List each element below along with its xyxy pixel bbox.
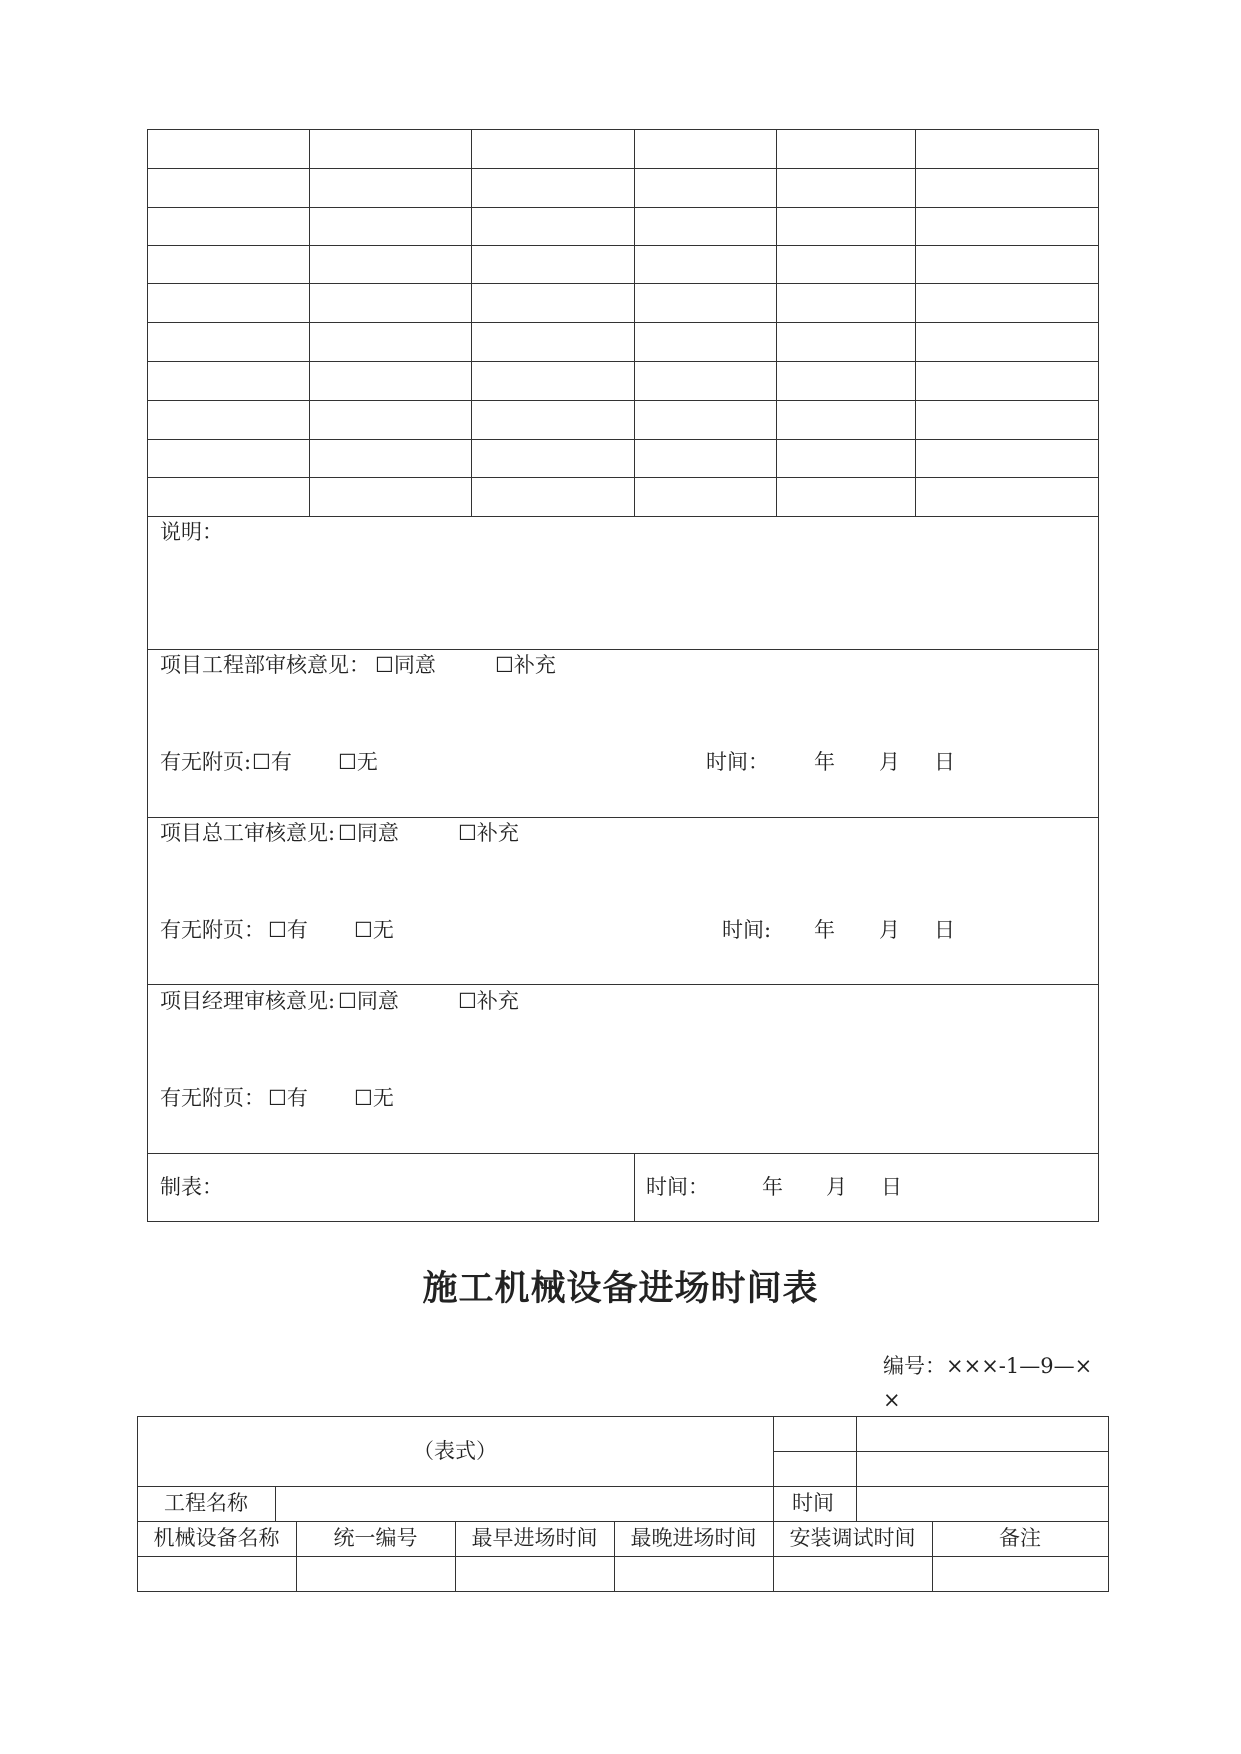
- dept-day-label: 日: [934, 750, 955, 774]
- dept-attach-label: 有无附页:: [160, 750, 252, 774]
- dept-agree-checkbox[interactable]: ☐同意: [375, 653, 436, 677]
- footer-divider: [634, 1153, 635, 1221]
- chief-review-label: 项目总工审核意见:: [160, 821, 336, 845]
- footer-month-label: 月: [826, 1175, 847, 1199]
- note-label: 说明：: [160, 520, 223, 544]
- grid-line: [147, 516, 1099, 517]
- table-border-top: [137, 1416, 1109, 1417]
- grid-line: [147, 207, 1099, 208]
- chief-day-label: 日: [934, 918, 955, 942]
- grid-column-line: [776, 129, 777, 516]
- dept-month-label: 月: [879, 750, 900, 774]
- project-name-label: 工程名称: [164, 1491, 248, 1515]
- chief-time-label: 时间:: [722, 918, 772, 942]
- dept-review-label: 项目工程部审核意见：: [160, 653, 370, 677]
- grid-line: [147, 129, 1099, 130]
- grid-column-line: [309, 129, 310, 516]
- section-divider: [147, 817, 1099, 818]
- manager-attach-no-checkbox[interactable]: ☐无: [354, 1086, 394, 1110]
- dept-supplement-checkbox[interactable]: ☐补充: [495, 653, 556, 677]
- maker-label: 制表：: [160, 1175, 223, 1199]
- header-remarks: 备注: [999, 1526, 1041, 1550]
- chief-attach-label: 有无附页：: [160, 918, 265, 942]
- manager-supplement-checkbox[interactable]: ☐补充: [458, 989, 519, 1013]
- header-equipment-name: 机械设备名称: [153, 1526, 280, 1550]
- grid-column-line: [275, 1486, 276, 1521]
- table-border-right: [1108, 1416, 1109, 1592]
- header-install-debug: 安装调试时间: [789, 1526, 916, 1550]
- table-border-left: [147, 129, 148, 1222]
- grid-line: [147, 283, 1099, 284]
- grid-column-line: [773, 1416, 774, 1592]
- grid-column-line: [915, 129, 916, 516]
- chief-year-label: 年: [814, 918, 835, 942]
- grid-line: [147, 439, 1099, 440]
- chief-attach-yes-checkbox[interactable]: ☐有: [268, 918, 308, 942]
- header-unified-number: 统一编号: [333, 1526, 418, 1550]
- grid-column-line: [471, 129, 472, 516]
- dept-time-label: 时间：: [706, 750, 769, 774]
- chief-supplement-checkbox[interactable]: ☐补充: [458, 821, 519, 845]
- footer-day-label: 日: [881, 1175, 902, 1199]
- table-border-bottom: [147, 1221, 1099, 1222]
- grid-line: [147, 245, 1099, 246]
- time-label: 时间: [792, 1491, 834, 1515]
- grid-column-line: [634, 129, 635, 516]
- grid-column-line: [856, 1416, 857, 1521]
- grid-line: [147, 361, 1099, 362]
- form-type-label: （表式）: [413, 1439, 497, 1463]
- doc-number: 编号：×××-1—9—×: [883, 1354, 1093, 1378]
- chief-month-label: 月: [879, 918, 900, 942]
- manager-agree-checkbox[interactable]: ☐同意: [338, 989, 399, 1013]
- dept-attach-yes-checkbox[interactable]: ☐有: [252, 750, 292, 774]
- doc-number-continued: ×: [883, 1388, 901, 1412]
- grid-line: [147, 477, 1099, 478]
- chief-agree-checkbox[interactable]: ☐同意: [338, 821, 399, 845]
- dept-attach-no-checkbox[interactable]: ☐无: [338, 750, 378, 774]
- grid-line: [147, 322, 1099, 323]
- section-divider: [147, 1153, 1099, 1154]
- header-latest-entry: 最晚进场时间: [630, 1526, 757, 1550]
- grid-line: [137, 1486, 1109, 1487]
- footer-time-label: 时间：: [646, 1175, 709, 1199]
- header-earliest-entry: 最早进场时间: [471, 1526, 598, 1550]
- table-border-right: [1098, 129, 1099, 1222]
- document-title: 施工机械设备进场时间表: [422, 1268, 819, 1309]
- grid-line: [773, 1451, 1109, 1452]
- footer-year-label: 年: [762, 1175, 783, 1199]
- grid-line: [147, 168, 1099, 169]
- grid-line: [137, 1521, 1109, 1522]
- dept-year-label: 年: [814, 750, 835, 774]
- chief-attach-no-checkbox[interactable]: ☐无: [354, 918, 394, 942]
- table-border-bottom: [137, 1591, 1109, 1592]
- grid-line: [147, 400, 1099, 401]
- manager-review-label: 项目经理审核意见:: [160, 989, 336, 1013]
- grid-line: [137, 1556, 1109, 1557]
- section-divider: [147, 649, 1099, 650]
- section-divider: [147, 984, 1099, 985]
- manager-attach-yes-checkbox[interactable]: ☐有: [268, 1086, 308, 1110]
- manager-attach-label: 有无附页：: [160, 1086, 265, 1110]
